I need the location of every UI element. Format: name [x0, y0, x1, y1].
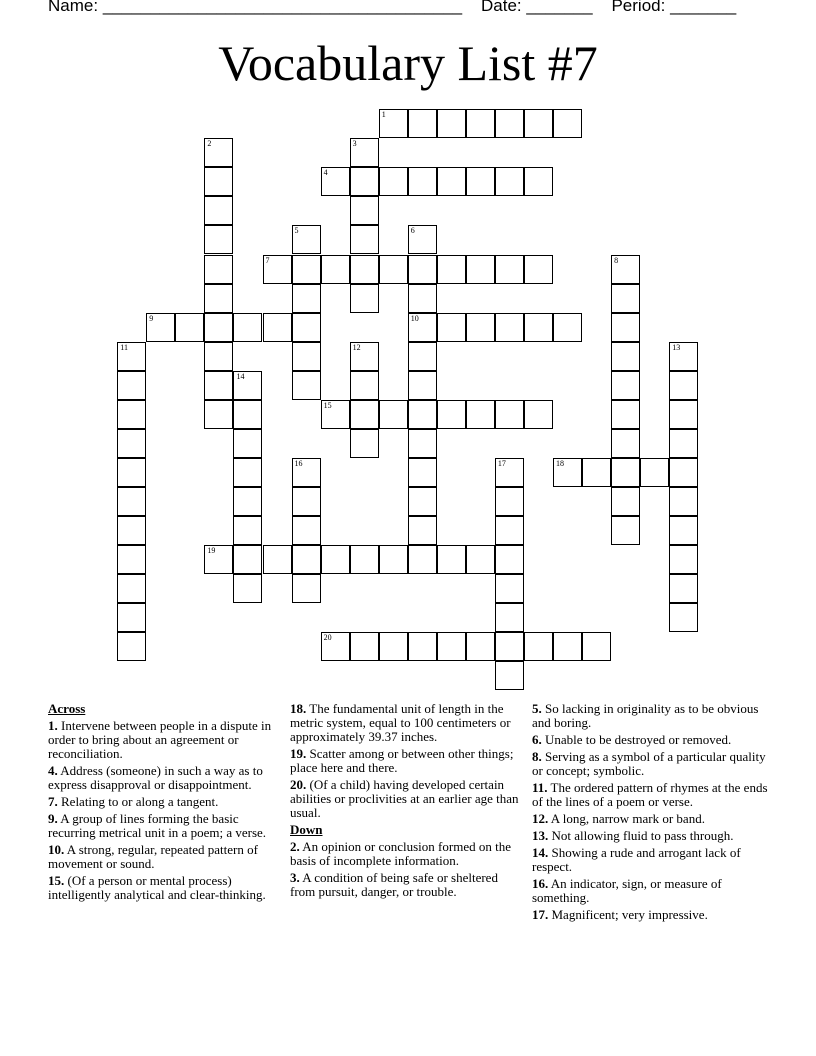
crossword-cell[interactable] [611, 516, 640, 545]
clue-number-label: 20 [323, 633, 332, 643]
crossword-cell[interactable] [437, 400, 466, 429]
clue-number-label: 13 [672, 342, 681, 352]
crossword-cell[interactable] [292, 487, 321, 516]
crossword-cell[interactable] [350, 429, 379, 458]
across-heading: Across [48, 701, 86, 716]
down-heading: Down [290, 822, 323, 837]
crossword-cell[interactable] [582, 632, 611, 661]
crossword-cell[interactable] [669, 429, 698, 458]
crossword-cell[interactable] [611, 400, 640, 429]
clue-number-label: 7 [265, 255, 270, 265]
clue-number-label: 1 [381, 110, 386, 120]
crossword-cell[interactable] [204, 225, 233, 254]
clue-number-label: 17 [497, 458, 506, 468]
crossword-cell[interactable] [495, 632, 524, 661]
crossword-cell[interactable] [379, 109, 408, 138]
crossword-cell[interactable] [466, 545, 495, 574]
clue-text: A long, narrow mark or band. [548, 811, 705, 826]
clue-number: 8. [532, 749, 542, 764]
crossword-cell[interactable] [146, 313, 175, 342]
clue-item [532, 781, 772, 809]
clue-number-label: 12 [352, 342, 361, 352]
crossword-cell[interactable] [524, 400, 553, 429]
period-label: Period: [611, 0, 666, 15]
crossword-cell[interactable] [495, 603, 524, 632]
crossword-cell[interactable] [321, 545, 350, 574]
crossword-cell[interactable] [379, 545, 408, 574]
clue-number: 4. [48, 763, 58, 778]
clue-number-label: 15 [323, 400, 332, 410]
crossword-cell[interactable] [292, 458, 321, 487]
crossword-cell[interactable] [233, 574, 262, 603]
crossword-cell[interactable] [233, 313, 262, 342]
crossword-cell[interactable] [437, 167, 466, 196]
crossword-cell[interactable] [117, 574, 146, 603]
crossword-cell[interactable] [350, 371, 379, 400]
crossword-cell[interactable] [437, 632, 466, 661]
clue-number-label: 5 [294, 226, 299, 236]
crossword-cell[interactable] [611, 458, 640, 487]
crossword-cell[interactable] [379, 255, 408, 284]
clue-text: Not allowing fluid to pass through. [548, 828, 734, 843]
crossword-cell[interactable] [379, 632, 408, 661]
clue-item [532, 702, 772, 730]
crossword-cell[interactable] [553, 109, 582, 138]
crossword-cell[interactable] [233, 545, 262, 574]
crossword-cell[interactable] [117, 632, 146, 661]
crossword-cell[interactable] [204, 545, 233, 574]
crossword-cell[interactable] [669, 400, 698, 429]
crossword-cell[interactable] [292, 574, 321, 603]
crossword-cell[interactable] [263, 545, 292, 574]
clue-number: 17. [532, 907, 549, 922]
crossword-cell[interactable] [204, 196, 233, 225]
clue-text: Unable to be destroyed or removed. [541, 732, 732, 747]
clue-text: An opinion or conclusion formed on the basis of incomplete information. [290, 839, 511, 868]
crossword-cell[interactable] [233, 429, 262, 458]
crossword-cell[interactable] [117, 429, 146, 458]
crossword-cell[interactable] [233, 516, 262, 545]
clue-number-label: 14 [236, 371, 245, 381]
clue-number-label: 10 [410, 313, 419, 323]
crossword-cell[interactable] [611, 284, 640, 313]
crossword-cell[interactable] [408, 487, 437, 516]
clue-text: Serving as a symbol of a particular quality or concept; symbolic. [532, 749, 766, 778]
clue-item [532, 750, 772, 778]
crossword-cell[interactable] [408, 284, 437, 313]
crossword-cell[interactable] [350, 342, 379, 371]
crossword-cell[interactable] [350, 138, 379, 167]
crossword-cell[interactable] [233, 487, 262, 516]
crossword-cell[interactable] [204, 167, 233, 196]
clue-text: (Of a person or mental process) intelligently analytical and clear-thinking. [48, 873, 266, 902]
clue-item [532, 812, 772, 826]
crossword-cell[interactable] [669, 574, 698, 603]
crossword-cell[interactable] [408, 225, 437, 254]
clue-text: Scatter among or between other things; place here and there. [290, 746, 514, 775]
crossword-cell[interactable] [669, 603, 698, 632]
crossword-cell[interactable] [466, 632, 495, 661]
crossword-cell[interactable] [408, 516, 437, 545]
crossword-cell[interactable] [524, 632, 553, 661]
crossword-cell[interactable] [175, 313, 204, 342]
crossword-cell[interactable] [117, 458, 146, 487]
crossword-cell[interactable] [495, 574, 524, 603]
crossword-cell[interactable] [117, 516, 146, 545]
clue-number: 5. [532, 701, 542, 716]
clue-text: An indicator, sign, or measure of something. [532, 876, 722, 905]
crossword-cell[interactable] [524, 313, 553, 342]
crossword-cell[interactable] [495, 255, 524, 284]
crossword-cell[interactable] [292, 371, 321, 400]
crossword-cell[interactable] [408, 545, 437, 574]
crossword-cell[interactable] [553, 313, 582, 342]
crossword-cell[interactable] [582, 458, 611, 487]
page-title: Vocabulary List #7 [218, 35, 598, 91]
clue-number-label: 16 [294, 458, 303, 468]
crossword-cell[interactable] [466, 313, 495, 342]
crossword-cell[interactable] [669, 342, 698, 371]
crossword-cell[interactable] [408, 167, 437, 196]
crossword-cell[interactable] [669, 516, 698, 545]
clues-column-1 [48, 702, 280, 905]
crossword-cell[interactable] [408, 458, 437, 487]
clue-text: So lacking in originality as to be obvious and boring. [532, 701, 759, 730]
clue-item [532, 908, 772, 922]
clue-number: 16. [532, 876, 549, 891]
clue-number: 10. [48, 842, 65, 857]
crossword-cell[interactable] [321, 255, 350, 284]
crossword-cell[interactable] [495, 313, 524, 342]
crossword-cell[interactable] [408, 371, 437, 400]
crossword-cell[interactable] [524, 167, 553, 196]
crossword-cell[interactable] [292, 516, 321, 545]
crossword-cell[interactable] [292, 545, 321, 574]
clue-item [48, 719, 280, 761]
clue-number: 18. [290, 701, 307, 716]
clue-item [532, 846, 772, 874]
clue-item [290, 747, 526, 775]
clue-number-label: 19 [207, 546, 216, 555]
crossword-cell[interactable] [204, 400, 233, 429]
clue-item [290, 871, 526, 899]
crossword-cell[interactable] [292, 225, 321, 254]
clue-number-label: 4 [323, 168, 328, 178]
crossword-cell[interactable] [437, 313, 466, 342]
clue-number: 7. [48, 794, 58, 809]
clue-number-label: 18 [556, 458, 564, 468]
clue-text: Relating to or along a tangent. [57, 794, 219, 809]
crossword-cell[interactable] [204, 371, 233, 400]
crossword-cell[interactable] [495, 109, 524, 138]
clue-text: Intervene between people in a dispute in order to bring about an agreement or reconciliation. [48, 718, 272, 761]
crossword-cell[interactable] [321, 167, 350, 196]
clue-number-label: 9 [149, 313, 154, 323]
crossword-cell[interactable] [408, 313, 437, 342]
clue-item [48, 812, 280, 840]
crossword-cell[interactable] [204, 342, 233, 371]
clue-item [532, 733, 772, 747]
crossword-cell[interactable] [350, 167, 379, 196]
clue-text: A condition of being safe or sheltered from pursuit, danger, or trouble. [290, 870, 498, 899]
crossword-cell[interactable] [233, 400, 262, 429]
crossword-cell[interactable] [495, 400, 524, 429]
crossword-cell[interactable] [669, 371, 698, 400]
crossword-cell[interactable] [321, 400, 350, 429]
crossword-cell[interactable] [553, 632, 582, 661]
crossword-cell[interactable] [437, 545, 466, 574]
clue-number: 15. [48, 873, 65, 888]
clue-item [48, 874, 280, 902]
crossword-cell[interactable] [350, 632, 379, 661]
crossword-cell[interactable] [466, 167, 495, 196]
clue-number: 12. [532, 811, 549, 826]
crossword-cell[interactable] [117, 487, 146, 516]
clues-column-3 [532, 702, 772, 925]
crossword-cell[interactable] [466, 400, 495, 429]
crossword-cell[interactable] [379, 167, 408, 196]
clue-number: 11. [532, 780, 548, 795]
crossword-cell[interactable] [495, 661, 524, 690]
crossword-cell[interactable] [292, 284, 321, 313]
name-blank[interactable]: ______________________________________ [102, 0, 463, 15]
crossword-cell[interactable] [640, 458, 669, 487]
crossword-cell[interactable] [350, 196, 379, 225]
clue-item [48, 795, 280, 809]
crossword-cell[interactable] [379, 400, 408, 429]
period-blank[interactable]: _______ [670, 0, 737, 15]
clue-text: (Of a child) having developed certain abilities or proclivities at an earlier age than usual. [290, 777, 519, 820]
clue-item [532, 829, 772, 843]
crossword-cell[interactable] [204, 313, 233, 342]
crossword-cell[interactable] [263, 313, 292, 342]
date-label: Date: [481, 0, 522, 15]
crossword-cell[interactable] [263, 255, 292, 284]
crossword-cell[interactable] [437, 255, 466, 284]
clue-number: 3. [290, 870, 300, 885]
crossword-cell[interactable] [408, 109, 437, 138]
crossword-cell[interactable] [350, 545, 379, 574]
crossword-cell[interactable] [408, 400, 437, 429]
clue-number: 20. [290, 777, 307, 792]
crossword-cell[interactable] [466, 255, 495, 284]
crossword-cell[interactable] [350, 225, 379, 254]
crossword-cell[interactable] [495, 487, 524, 516]
name-label: Name: [48, 0, 99, 15]
crossword-cell[interactable] [611, 342, 640, 371]
crossword-cell[interactable] [611, 429, 640, 458]
clue-text: The ordered pattern of rhymes at the ends of the lines of a poem or verse. [532, 780, 768, 809]
crossword-cell[interactable] [495, 167, 524, 196]
crossword-cell[interactable] [292, 342, 321, 371]
clue-item [290, 778, 526, 820]
clue-item [48, 764, 280, 792]
crossword-cell[interactable] [495, 545, 524, 574]
crossword-cell[interactable] [204, 255, 233, 284]
clue-text: A strong, regular, repeated pattern of movement or sound. [48, 842, 258, 871]
crossword-cell[interactable] [669, 545, 698, 574]
crossword-cell[interactable] [292, 255, 321, 284]
clues-column-2 [290, 702, 526, 902]
crossword-cell[interactable] [204, 284, 233, 313]
crossword-cell[interactable] [408, 255, 437, 284]
crossword-cell[interactable] [437, 109, 466, 138]
crossword-cell[interactable] [495, 458, 524, 487]
clue-number-label: 2 [207, 139, 212, 149]
clue-number-label: 3 [352, 139, 357, 149]
crossword-cell[interactable] [117, 545, 146, 574]
clue-number: 2. [290, 839, 300, 854]
crossword-cell[interactable] [117, 400, 146, 429]
crossword-cell[interactable] [466, 109, 495, 138]
crossword-cell[interactable] [117, 603, 146, 632]
crossword-cell[interactable] [669, 458, 698, 487]
crossword-cell[interactable] [204, 138, 233, 167]
clue-item [532, 877, 772, 905]
crossword-cell[interactable] [321, 632, 350, 661]
clue-number: 9. [48, 811, 58, 826]
date-blank[interactable]: _______ [526, 0, 593, 15]
clue-item [290, 702, 526, 744]
crossword-cell[interactable] [408, 632, 437, 661]
crossword-cell[interactable] [669, 487, 698, 516]
crossword-cell[interactable] [350, 284, 379, 313]
crossword-cell[interactable] [611, 313, 640, 342]
crossword-cell[interactable] [117, 371, 146, 400]
clue-number: 14. [532, 845, 549, 860]
clue-item [290, 840, 526, 868]
crossword-cell[interactable] [611, 371, 640, 400]
clue-number: 6. [532, 732, 542, 747]
crossword-cell[interactable] [233, 371, 262, 400]
clue-number: 19. [290, 746, 307, 761]
crossword-cell[interactable] [611, 487, 640, 516]
crossword-cell[interactable] [611, 255, 640, 284]
crossword-cell[interactable] [117, 342, 146, 371]
crossword-cell[interactable] [408, 342, 437, 371]
clue-item [48, 843, 280, 871]
clue-text: The fundamental unit of length in the metric system, equal to 100 centimeters or approximately 39.37 inches. [290, 701, 511, 744]
crossword-cell[interactable] [233, 458, 262, 487]
clue-text: Address (someone) in such a way as to express disapproval or disappointment. [48, 763, 263, 792]
crossword-cell[interactable] [350, 255, 379, 284]
clue-number-label: 8 [614, 255, 619, 265]
crossword-cell[interactable] [524, 255, 553, 284]
clue-number-label: 6 [410, 226, 415, 236]
crossword-cell[interactable] [408, 429, 437, 458]
clue-text: Showing a rude and arrogant lack of respect. [532, 845, 741, 874]
clue-text: A group of lines forming the basic recurring metrical unit in a poem; a verse. [48, 811, 267, 840]
crossword-cell[interactable] [553, 458, 582, 487]
crossword-cell[interactable] [292, 313, 321, 342]
crossword-cell[interactable] [495, 516, 524, 545]
clue-number: 1. [48, 718, 58, 733]
crossword-cell[interactable] [524, 109, 553, 138]
clue-text: Magnificent; very impressive. [548, 907, 708, 922]
crossword-cell[interactable] [350, 400, 379, 429]
clue-number: 13. [532, 828, 549, 843]
clue-number-label: 11 [120, 342, 128, 352]
